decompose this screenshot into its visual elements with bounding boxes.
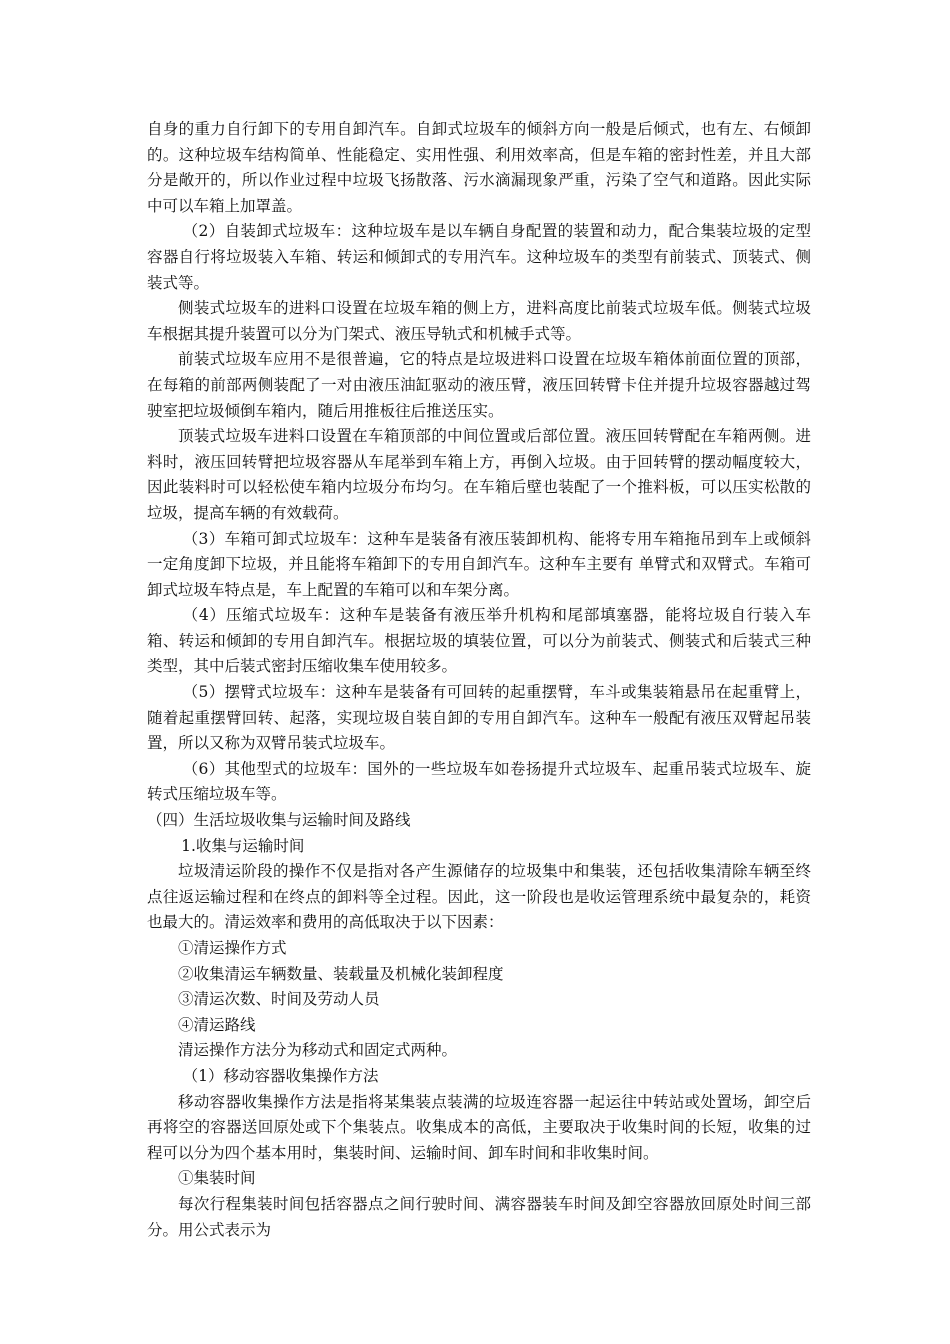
- list-item: ②收集清运车辆数量、装载量及机械化装卸程度: [178, 964, 504, 983]
- paragraph-clearing-stage: 垃圾清运阶段的操作不仅是指对各产生源储存的垃圾集中和集装，还包括收集清除车辆至终点往返运输过程和在终点的卸料等全过程。因此，这一阶段也是收运管理系统中最复杂的，耗资也最大的。清运效率和费用的高低取决于以下因素：: [147, 862, 811, 932]
- paragraph-methods: 清运操作方法分为移动式和固定式两种。: [178, 1041, 458, 1060]
- paragraph-front-loader: 前装式垃圾车应用不是很普遍，它的特点是垃圾进料口设置在垃圾车箱体前面位置的顶部，在每箱的前部两侧装配了一对由液压油缸驱动的液压臂，液压回转臂卡住并提升垃圾容器越过驾驶室把垃圾倾倒车箱内，随后用推板往后推送压实。: [147, 350, 811, 420]
- paragraph-other-trucks: （6）其他型式的垃圾车：国外的一些垃圾车如卷扬提升式垃圾车、起重吊装式垃圾车、旋转式压缩垃圾车等。: [147, 759, 811, 804]
- subsection-heading: （1）移动容器收集操作方法: [182, 1066, 379, 1085]
- paragraph-compression-truck: （4）压缩式垃圾车：这种车是装备有液压举升机构和尾部填塞器，能将垃圾自行装入车箱、转运和倾卸的专用自卸汽车。根据垃圾的填装位置，可以分为前装式、侧装式和后装式三种类型，其中后装式密封压缩收集车使用较多。: [147, 606, 811, 676]
- paragraph-self-loading-truck: （2）自装卸式垃圾车：这种垃圾车是以车辆自身配置的装置和动力，配合集装垃圾的定型容器自行将垃圾装入车箱、转运和倾卸式的专用汽车。这种垃圾车的类型有前装式、顶装式、侧装式等。: [147, 222, 811, 292]
- paragraph-mobile-container: 移动容器收集操作方法是指将某集装点装满的垃圾连容器一起运往中转站或处置场，卸空后再将空的容器送回原处或下个集装点。收集成本的高低，主要取决于收集时间的长短，收集的过程可以分为四个基本用时，集装时间、运输时间、卸车时间和非收集时间。: [147, 1092, 811, 1162]
- list-item: ④清运路线: [178, 1015, 256, 1034]
- section-heading: （四）生活垃圾收集与运输时间及路线: [147, 811, 411, 830]
- paragraph-side-loader: 侧装式垃圾车的进料口设置在垃圾车箱的侧上方，进料高度比前装式垃圾车低。侧装式垃圾车根据其提升装置可以分为门架式、液压导轨式和机械手式等。: [147, 299, 811, 343]
- list-item: ①清运操作方式: [178, 939, 287, 957]
- list-item: ①集装时间: [178, 1169, 256, 1188]
- paragraph-collection-time: 每次行程集装时间包括容器点之间行驶时间、满容器装车时间及卸空容器放回原处时间三部分。用公式表示为: [147, 1194, 811, 1239]
- paragraph-swing-arm-truck: （5）摆臂式垃圾车：这种车是装备有可回转的起重摆臂，车斗或集装箱悬吊在起重臂上，随着起重摆臂回转、起落，实现垃圾自装自卸的专用自卸汽车。这种车一般配有液压双臂起吊装置，所以又称为双臂吊装式垃圾车。: [147, 683, 811, 753]
- paragraph-top-loader: 顶装式垃圾车进料口设置在车箱顶部的中间位置或后部位置。液压回转臂配在车箱两侧。进料时，液压回转臂把垃圾容器从车尾举到车箱上方，再倒入垃圾。由于回转臂的摆动幅度较大，因此装料时可以轻松使车箱内垃圾分布均匀。在车箱后壁也装配了一个推料板，可以压实松散的垃圾，提高车辆的有效载荷。: [147, 427, 811, 522]
- subsection-heading: 1.收集与运输时间: [181, 836, 305, 855]
- document-page: [147, 117, 811, 1243]
- paragraph-continuation: 自身的重力自行卸下的专用自卸汽车。自卸式垃圾车的倾斜方向一般是后倾式，也有左、右倾卸的。这种垃圾车结构简单、性能稳定、实用性强、利用效率高，但是车箱的密封性差，并且大部分是敞开的，所以作业过程中垃圾飞扬散落、污水滴漏现象严重，污染了空气和道路。因此实际中可以车箱上加罩盖。: [147, 120, 811, 215]
- list-item: ③清运次数、时间及劳动人员: [178, 990, 380, 1009]
- paragraph-detachable-box-truck: （3）车箱可卸式垃圾车：这种车是装备有液压装卸机构、能将专用车箱拖吊到车上或倾斜一定角度卸下垃圾，并且能将车箱卸下的专用自卸汽车。这种车主要有 单臂式和双臂式。车箱可卸式垃圾车特点是，车上配置的车箱可以和车架分离。: [147, 529, 811, 599]
